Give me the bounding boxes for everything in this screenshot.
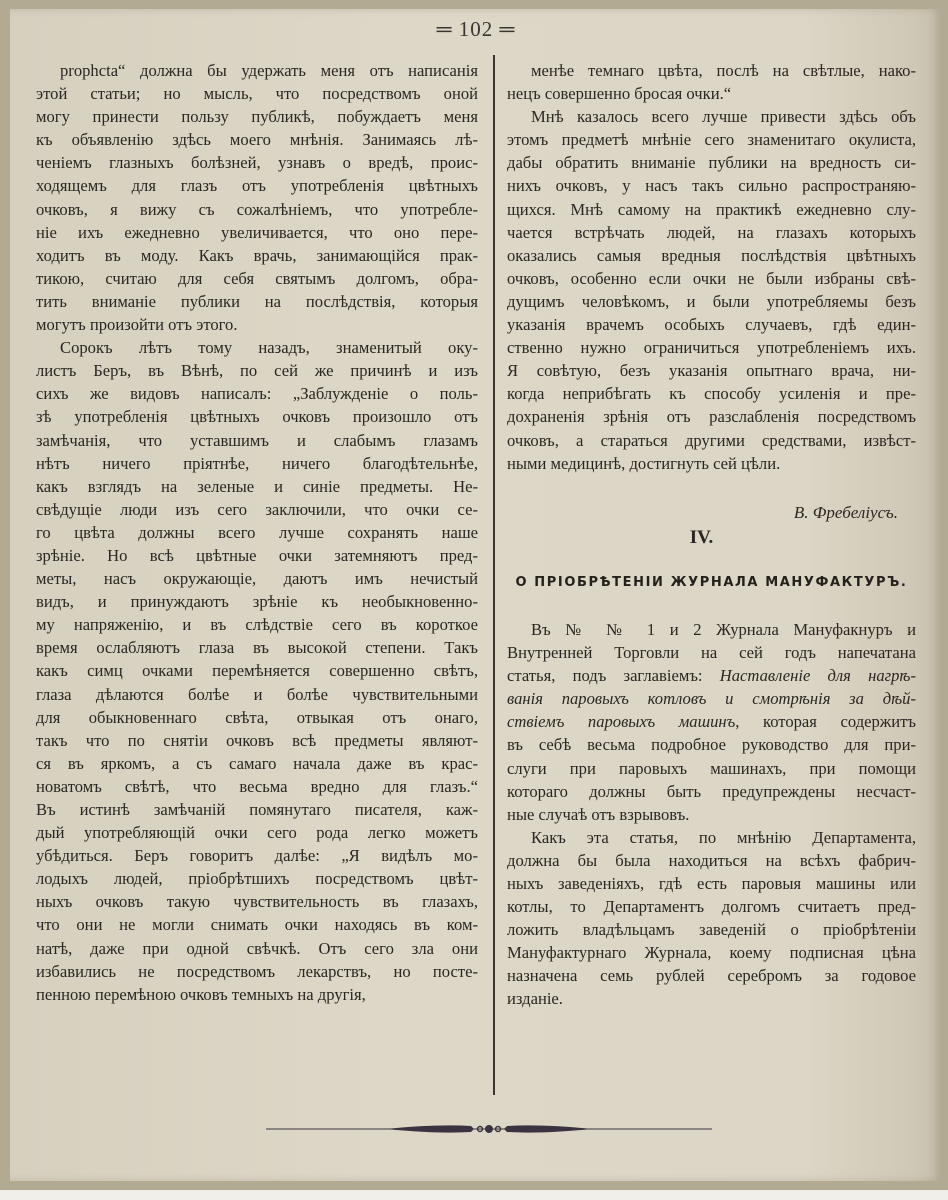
column-divider-rule: [493, 55, 495, 1095]
italic-text: ствіемъ паровыхъ машинъ: [507, 712, 736, 732]
text-line: сихъ же видовъ написалъ: „Заблужденіе о поль-: [36, 384, 478, 404]
text-line: [507, 964, 916, 987]
text-line: [507, 710, 916, 733]
text-run: ныхъ заведеніяхъ, гдѣ есть паровыя машины или: [507, 874, 916, 893]
text-run: назначена семь рублей серебромъ за годовое: [507, 966, 916, 986]
section-paragraphs: [507, 618, 916, 1011]
text-run: , которая содержитъ: [735, 712, 916, 732]
text-line: [507, 733, 916, 756]
text-line: [507, 641, 916, 664]
text-line: что они не могли снимать очки находясь въ ком-: [36, 915, 478, 935]
text-line: очковъ, я вижу съ сожалѣніемъ, что употребле-: [36, 199, 478, 219]
text-line: этомъ предметѣ мнѣніе сего знаменитаго окулиста,: [507, 130, 916, 150]
text-run: ные случаѣ отъ взрывовъ.: [507, 804, 690, 824]
page-number-value: 102: [458, 17, 494, 41]
text-line: му напряженію, и въ слѣдствіе сего въ короткое: [36, 615, 478, 635]
text-line: когда неприбѣгать къ способу усиленія и пре-: [507, 384, 916, 404]
text-run: статья, подъ заглавіемъ:: [507, 666, 720, 686]
paragraph: [507, 826, 916, 1011]
italic-text: ванія паровыхъ котловъ и смотрѣнія за дѣй-: [507, 689, 916, 709]
text-line: [507, 780, 916, 803]
right-column: [507, 59, 916, 1011]
text-line: новатомъ свѣтѣ, что весьма вредно для глазъ.“: [36, 776, 478, 796]
text-line: свѣдущіе люди изъ сего заключили, что очки се-: [36, 499, 478, 519]
text-line: меты, насъ окружающіе, даютъ имъ нечистый: [36, 569, 478, 589]
text-run: Внутренней Торговли на сей годъ напечатана: [507, 643, 916, 663]
text-line: дущимъ человѣкомъ, и были употребляемы безъ: [507, 291, 916, 311]
paragraph: [507, 105, 916, 475]
text-line: [507, 803, 916, 826]
text-line: указанія врачемъ особыхъ случаевъ, гдѣ един-: [507, 315, 916, 335]
text-line: оказались самыя вредныя послѣдствія цвѣтныхъ: [507, 245, 916, 265]
bottom-margin-strip: [0, 1190, 948, 1200]
section-number: IV.: [689, 526, 714, 548]
text-line: [507, 895, 916, 918]
text-line: какъ симц очками перемѣняется совершенно свѣтъ,: [36, 661, 478, 681]
text-line: какъ взглядъ на зеленые и синіе предметы. Не-: [36, 476, 478, 496]
text-line: замѣчанія, что уставшимъ и слабымъ глазамъ: [36, 430, 478, 450]
text-line: очковъ, особенно если очки не были избраны свѣ-: [507, 268, 916, 288]
text-line: чается встрѣчать людей, на глазахъ которыхъ: [507, 222, 916, 242]
italic-text: Наставленіе для нагрѣ-: [719, 666, 916, 686]
text-line: ніе ихъ ежедневно увеличивается, что оно пере-: [36, 222, 478, 242]
text-line: пенною перемѣною очковъ темныхъ на другія,: [36, 984, 366, 1004]
text-line: дый употребляющій очки сего рода легко можетъ: [36, 823, 478, 843]
text-line: къ объявленію здѣсь моего мнѣнія. Занимаясь лѣ-: [36, 130, 478, 150]
book-page: [10, 9, 942, 1181]
text-line: могу принести пользу публикѣ, побуждаетъ меня: [36, 107, 478, 127]
text-run: въ себѣ весьма подробное руководство для при-: [507, 735, 916, 755]
text-line: натѣ, даже при одной свѣчкѣ. Отъ сего зла они: [36, 938, 478, 958]
text-line: дабы обратить вниманіе публики на вредность си-: [507, 153, 916, 173]
text-line: Я совѣтую, безъ указанія опытнаго врача, ни-: [507, 361, 916, 381]
text-line: листъ Беръ, въ Вѣнѣ, по сей же причинѣ и изъ: [36, 361, 478, 381]
text-line: [507, 687, 916, 710]
text-line: ныхъ очковъ такую чувствительность въ глазахъ,: [36, 892, 478, 912]
text-line: для обыкновеннаго свѣта, отвыкая отъ онаго,: [36, 707, 478, 727]
text-run: котораго должны быть предупреждены несчаст-: [507, 781, 916, 801]
text-line: нихъ очковъ, у насъ такъ сильно распространяю-: [507, 176, 916, 196]
text-line: нѣтъ ничего пріятнѣе, ничего благодѣтельнѣе,: [36, 453, 478, 473]
text-line: [507, 618, 916, 641]
text-run: изданіе.: [507, 989, 563, 1009]
text-line: ными медицинѣ, достигнуть сей цѣли.: [507, 453, 781, 473]
text-line: [507, 941, 916, 964]
author-signature: В. Фребеліусъ.: [793, 502, 898, 522]
page-number-ornament-left: ═: [436, 17, 453, 41]
text-line: очковъ, а стараться другими средствами, извѣст-: [507, 430, 916, 450]
text-line: избавились не посредствомъ лекарствъ, но посте-: [36, 961, 478, 981]
text-line: щихся. Мнѣ самому на практикѣ ежедневно слу-: [507, 199, 916, 219]
page-number-ornament-right: ═: [499, 17, 516, 41]
text-line: [507, 918, 916, 941]
text-line: [507, 849, 916, 872]
text-line: зѣ употребленія цвѣтныхъ очковъ произошло отъ: [36, 407, 478, 427]
text-line: этой статьи; но мысль, что посредствомъ оной: [36, 84, 478, 104]
page-number: [10, 17, 942, 42]
paragraph: [36, 59, 478, 336]
text-line: тить вниманіе публики на послѣдствія, которыя: [36, 291, 478, 311]
text-line: [507, 987, 916, 1010]
text-line: зрѣніе. Но всѣ цвѣтные очки затемняютъ пред-: [36, 545, 478, 565]
text-line: видъ, и принуждаютъ зрѣніе къ необыкновенно-: [36, 592, 478, 612]
text-line: Въ истинѣ замѣчаній помянутаго писателя, каж-: [36, 800, 478, 819]
text-line: убѣдиться. Беръ говоритъ далѣе: „Я видѣлъ мо-: [36, 846, 478, 866]
text-line: менѣе темнаго цвѣта, послѣ на свѣтлые, нако-: [531, 61, 916, 80]
text-run: ложить владѣльцамъ заведеній о пріобрѣтеніи: [507, 920, 916, 940]
left-column: [36, 59, 478, 1006]
text-run: слуги при паровыхъ машинахъ, при помощи: [507, 758, 916, 778]
text-line: могутъ произойти отъ этого.: [36, 315, 238, 335]
paragraph: [507, 618, 916, 826]
text-line: Мнѣ казалось всего лучше привести здѣсь объ: [531, 107, 916, 127]
text-line: ственно нужно ограничиться употребленіемъ ихъ.: [507, 338, 916, 358]
text-line: ходящемъ для глазъ отъ употребленія цвѣтныхъ: [36, 176, 478, 196]
text-run: Мануфактурнаго Журнала, коему подписная цѣна: [507, 943, 916, 963]
text-line: го цвѣта должны всего лучше сохранять наше: [36, 522, 478, 542]
text-line: prophcta“ должна бы удержать меня отъ написанія: [60, 61, 478, 80]
text-run: должна бы была находиться на всѣхъ фабрич-: [507, 850, 916, 870]
section-title: О ПРІОБРѢТЕНІИ ЖУРНАЛА МАНУФАКТУРЪ.: [515, 574, 908, 590]
paragraph: [507, 59, 916, 105]
text-run: Въ № № 1 и 2 Журнала Мануфакнуръ и: [531, 619, 916, 639]
text-line: [507, 872, 916, 895]
text-line: тикою, считаю для себя святымъ долгомъ, обра-: [36, 268, 478, 288]
text-line: [507, 664, 916, 687]
text-line: [507, 826, 916, 849]
text-line: время ослабляютъ глаза въ высокой степени. Такъ: [36, 638, 478, 658]
text-line: такъ что по снятіи очковъ всѣ предметы являют-: [36, 730, 478, 750]
ornamental-divider-icon: [266, 1122, 712, 1136]
right-column-paragraphs: [507, 59, 916, 475]
text-line: нецъ совершенно бросая очки.“: [507, 84, 732, 104]
text-line: ходитъ въ моду. Какъ врачь, занимающійся прак-: [36, 245, 478, 265]
text-line: ся въ яркомъ, а съ самаго начала даже въ крас-: [36, 753, 478, 773]
paragraph: [36, 336, 478, 1006]
text-run: Какъ эта статья, по мнѣнію Департамента,: [531, 827, 916, 847]
text-line: глаза дѣлаются болѣе и болѣе чувствительными: [36, 684, 478, 704]
text-run: котлы, то Департаментъ долгомъ считаетъ пред-: [507, 897, 916, 917]
text-line: дохраненія зрѣнія отъ разслабленія посредствомъ: [507, 407, 916, 427]
text-line: ченіемъ глазныхъ болѣзней, узнавъ о вредѣ, проис-: [36, 153, 478, 173]
text-line: Сорокъ лѣтъ тому назадъ, знаменитый оку-: [60, 338, 478, 358]
text-line: [507, 757, 916, 780]
text-line: лодыхъ людей, пріобрѣтшихъ посредствомъ цвѣт-: [36, 869, 478, 889]
